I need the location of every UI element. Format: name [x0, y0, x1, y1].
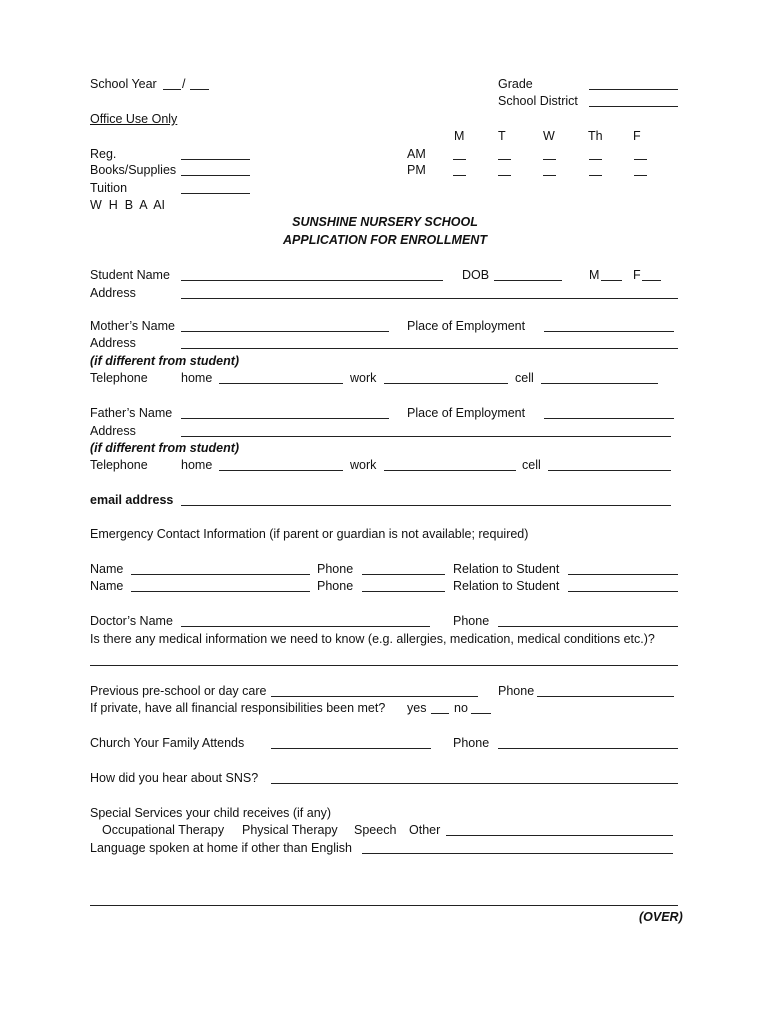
- office-codes: W H B A AI: [90, 198, 166, 212]
- mother-employment-label: Place of Employment: [407, 319, 526, 333]
- emergency-2-relation-label: Relation to Student: [453, 579, 560, 593]
- tuition-label: Tuition: [90, 181, 128, 195]
- financial-yes-field[interactable]: [431, 713, 449, 714]
- mother-home-label: home: [181, 371, 213, 385]
- emergency-heading: Emergency Contact Information (if parent or guardian is not available; required): [90, 527, 529, 541]
- pm-f-field[interactable]: [634, 175, 647, 176]
- father-cell-phone-field[interactable]: [548, 470, 671, 471]
- grade-label: Grade: [498, 77, 533, 91]
- service-other-field[interactable]: [446, 835, 673, 836]
- am-w-field[interactable]: [543, 159, 556, 160]
- emergency-1-phone-label: Phone: [317, 562, 354, 576]
- day-label-w: W: [543, 129, 555, 143]
- emergency-2-phone-label: Phone: [317, 579, 354, 593]
- mother-home-phone-field[interactable]: [219, 383, 343, 384]
- dob-label: DOB: [462, 268, 490, 282]
- books-supplies-label: Books/Supplies: [90, 163, 177, 177]
- am-t-field[interactable]: [498, 159, 511, 160]
- emergency-1-relation-field[interactable]: [568, 574, 678, 575]
- form-title: APPLICATION FOR ENROLLMENT: [283, 233, 487, 247]
- day-label-th: Th: [588, 129, 603, 143]
- mother-cell-phone-field[interactable]: [541, 383, 658, 384]
- school-year-start-field[interactable]: [163, 89, 181, 90]
- father-cell-label: cell: [522, 458, 541, 472]
- school-year-separator: /: [182, 77, 186, 91]
- previous-school-label: Previous pre-school or day care: [90, 684, 267, 698]
- service-occupational-therapy[interactable]: Occupational Therapy: [102, 823, 225, 837]
- day-label-f: F: [633, 129, 641, 143]
- emergency-2-relation-field[interactable]: [568, 591, 678, 592]
- doctor-name-field[interactable]: [181, 626, 430, 627]
- previous-school-field[interactable]: [271, 696, 478, 697]
- books-supplies-field[interactable]: [181, 175, 250, 176]
- school-name-title: SUNSHINE NURSERY SCHOOL: [292, 215, 478, 229]
- student-address-label: Address: [90, 286, 136, 300]
- gender-f-label: F: [633, 268, 641, 282]
- father-employment-field[interactable]: [544, 418, 674, 419]
- doctor-phone-label: Phone: [453, 614, 490, 628]
- gender-f-field[interactable]: [642, 280, 661, 281]
- mother-work-label: work: [350, 371, 377, 385]
- bottom-line: [90, 905, 678, 906]
- mother-address-note: (if different from student): [90, 354, 240, 368]
- mother-name-field[interactable]: [181, 331, 389, 332]
- father-work-label: work: [350, 458, 377, 472]
- previous-school-phone-label: Phone: [498, 684, 535, 698]
- emergency-2-name-field[interactable]: [131, 591, 310, 592]
- church-label: Church Your Family Attends: [90, 736, 245, 750]
- am-label: AM: [407, 147, 426, 161]
- day-label-m: M: [454, 129, 465, 143]
- over-note: (OVER): [639, 910, 683, 924]
- student-name-field[interactable]: [181, 280, 443, 281]
- father-work-phone-field[interactable]: [384, 470, 516, 471]
- previous-school-phone-field[interactable]: [537, 696, 674, 697]
- emergency-2-name-label: Name: [90, 579, 124, 593]
- special-services-label: Special Services your child receives (if any): [90, 806, 332, 820]
- emergency-1-name-label: Name: [90, 562, 124, 576]
- father-employment-label: Place of Employment: [407, 406, 526, 420]
- pm-w-field[interactable]: [543, 175, 556, 176]
- referral-field[interactable]: [271, 783, 678, 784]
- father-home-phone-field[interactable]: [219, 470, 343, 471]
- church-phone-label: Phone: [453, 736, 490, 750]
- mother-address-label: Address: [90, 336, 136, 350]
- mother-cell-label: cell: [515, 371, 534, 385]
- reg-label: Reg.: [90, 147, 117, 161]
- school-year-label: School Year: [90, 77, 157, 91]
- dob-field[interactable]: [494, 280, 562, 281]
- emergency-1-phone-field[interactable]: [362, 574, 445, 575]
- father-home-label: home: [181, 458, 213, 472]
- service-speech[interactable]: Speech: [354, 823, 397, 837]
- student-name-label: Student Name: [90, 268, 170, 282]
- emergency-2-phone-field[interactable]: [362, 591, 445, 592]
- pm-label: PM: [407, 163, 426, 177]
- day-label-t: T: [498, 129, 506, 143]
- pm-m-field[interactable]: [453, 175, 466, 176]
- school-district-field[interactable]: [589, 106, 678, 107]
- father-name-label: Father’s Name: [90, 406, 173, 420]
- pm-t-field[interactable]: [498, 175, 511, 176]
- gender-m-label: M: [589, 268, 600, 282]
- mother-work-phone-field[interactable]: [384, 383, 508, 384]
- school-year-end-field[interactable]: [190, 89, 209, 90]
- email-label: email address: [90, 493, 174, 507]
- service-physical-therapy[interactable]: Physical Therapy: [242, 823, 338, 837]
- referral-label: How did you hear about SNS?: [90, 771, 259, 785]
- language-label: Language spoken at home if other than English: [90, 841, 352, 855]
- financial-yes-label: yes: [407, 701, 427, 715]
- office-use-only-heading: Office Use Only: [90, 112, 178, 126]
- gender-m-field[interactable]: [601, 280, 622, 281]
- church-field[interactable]: [271, 748, 431, 749]
- father-address-field[interactable]: [181, 436, 671, 437]
- mother-name-label: Mother’s Name: [90, 319, 175, 333]
- mother-employment-field[interactable]: [544, 331, 674, 332]
- doctor-name-label: Doctor’s Name: [90, 614, 173, 628]
- mother-telephone-label: Telephone: [90, 371, 148, 385]
- mother-address-field[interactable]: [181, 348, 678, 349]
- medical-question: Is there any medical information we need to know (e.g. allergies, medication, medical conditions etc.)?: [90, 632, 655, 646]
- father-telephone-label: Telephone: [90, 458, 148, 472]
- doctor-phone-field[interactable]: [498, 626, 678, 627]
- am-f-field[interactable]: [634, 159, 647, 160]
- medical-info-field[interactable]: [90, 665, 678, 666]
- financial-no-field[interactable]: [471, 713, 491, 714]
- financial-question: If private, have all financial responsibilities been met?: [90, 701, 386, 715]
- pm-th-field[interactable]: [589, 175, 602, 176]
- tuition-field[interactable]: [181, 193, 250, 194]
- father-address-label: Address: [90, 424, 136, 438]
- emergency-1-name-field[interactable]: [131, 574, 310, 575]
- church-phone-field[interactable]: [498, 748, 678, 749]
- father-address-note: (if different from student): [90, 441, 240, 455]
- school-district-label: School District: [498, 94, 578, 108]
- email-field[interactable]: [181, 505, 671, 506]
- reg-field[interactable]: [181, 159, 250, 160]
- emergency-1-relation-label: Relation to Student: [453, 562, 560, 576]
- financial-no-label: no: [454, 701, 468, 715]
- grade-field[interactable]: [589, 89, 678, 90]
- am-m-field[interactable]: [453, 159, 466, 160]
- language-field[interactable]: [362, 853, 673, 854]
- student-address-field[interactable]: [181, 298, 678, 299]
- father-name-field[interactable]: [181, 418, 389, 419]
- am-th-field[interactable]: [589, 159, 602, 160]
- service-other-label: Other: [409, 823, 441, 837]
